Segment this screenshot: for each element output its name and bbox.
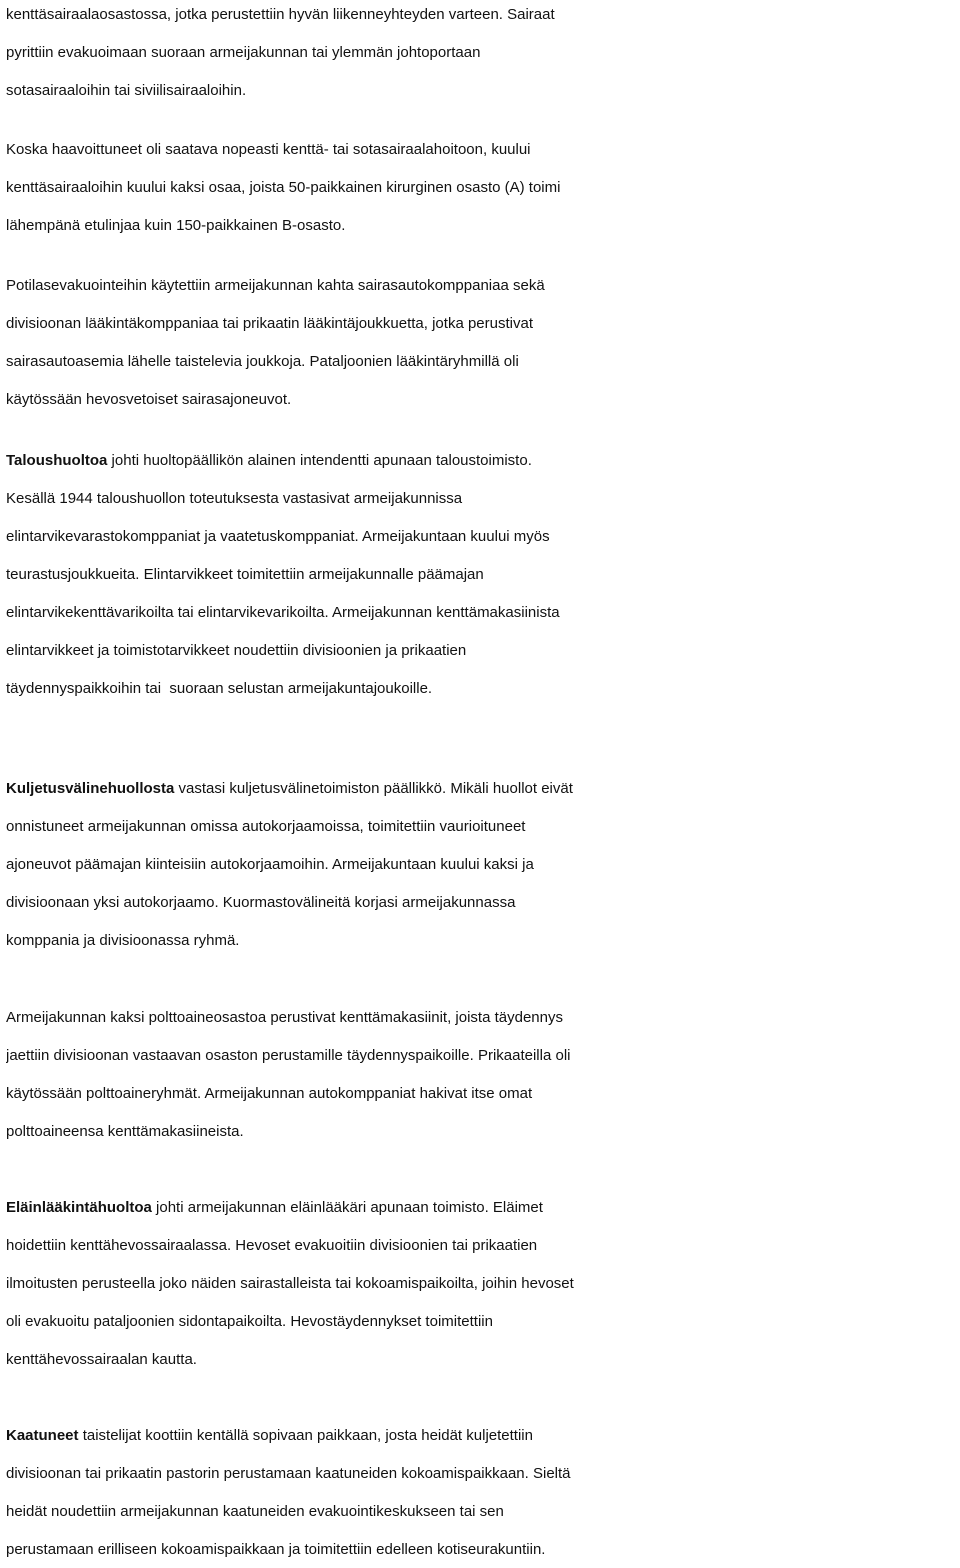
text-line: jaettiin divisioonan vastaavan osaston perustamille täydennyspaikoille. Prikaateilla oli bbox=[6, 1047, 571, 1064]
text-line: Koska haavoittuneet oli saatava nopeasti kenttä- tai sotasairaalahoitoon, kuului bbox=[6, 141, 531, 158]
text-line: polttoaineensa kenttämakasiineista. bbox=[6, 1123, 244, 1140]
paragraph-vehicle-maintenance bbox=[6, 770, 958, 960]
paragraph-field-hospitals bbox=[6, 131, 958, 245]
text-line: elintarvikekenttävarikoilta tai elintarvikevarikoilta. Armeijakunnan kenttämakasiinista bbox=[6, 604, 560, 621]
paragraph-patient-evacuation bbox=[6, 267, 958, 419]
text-line: elintarvikevarastokomppaniat ja vaatetuskomppaniat. Armeijakuntaan kuului myös bbox=[6, 528, 550, 545]
text-line: komppania ja divisioonassa ryhmä. bbox=[6, 932, 240, 949]
text-line: elintarvikkeet ja toimistotarvikkeet noudettiin divisioonien ja prikaatien bbox=[6, 642, 467, 659]
text-line: onnistuneet armeijakunnan omissa autokorjaamoissa, toimitettiin vaurioituneet bbox=[6, 818, 526, 835]
text-line: perustamaan erilliseen kokoamispaikkaan ja toimitettiin edelleen kotiseurakuntiin. bbox=[6, 1541, 546, 1558]
text-span: vastasi kuljetusvälinetoimiston päällikkö. Mikäli huollot eivät bbox=[174, 780, 573, 797]
section-keyword: Taloushuoltoa bbox=[6, 452, 108, 469]
text-line: oli evakuoitu pataljoonien sidontapaikoilta. Hevostäydennykset toimitettiin bbox=[6, 1313, 493, 1330]
text-line: sotasairaaloihin tai siviilisairaaloihin. bbox=[6, 82, 247, 99]
paragraph-fallen-soldiers bbox=[6, 1417, 958, 1568]
text-line: täydennyspaikkoihin tai suoraan selustan armeijakuntajoukoille. bbox=[6, 680, 433, 697]
paragraph-fuel-supply bbox=[6, 999, 958, 1151]
text-span: taistelijat koottiin kentällä sopivaan paikkaan, josta heidät kuljetettiin bbox=[78, 1427, 533, 1444]
paragraph-veterinary-care bbox=[6, 1189, 958, 1379]
text-line: divisioonan lääkintäkomppaniaa tai prikaatin lääkintäjoukkuetta, jotka perustivat bbox=[6, 315, 533, 332]
text-line: käytössään hevosvetoiset sairasajoneuvot. bbox=[6, 391, 292, 408]
text-span: johti armeijakunnan eläinlääkäri apunaan toimisto. Eläimet bbox=[151, 1199, 543, 1216]
text-line bbox=[6, 1189, 958, 1227]
section-keyword: Kaatuneet bbox=[6, 1427, 79, 1444]
text-line bbox=[6, 770, 958, 808]
text-line: divisioonaan yksi autokorjaamo. Kuormastovälineitä korjasi armeijakunnassa bbox=[6, 894, 516, 911]
text-line: Kesällä 1944 taloushuollon toteutuksesta vastasivat armeijakunnissa bbox=[6, 490, 463, 507]
text-line bbox=[6, 442, 958, 480]
text-span: johti huoltopäällikön alainen intendentti apunaan taloustoimisto. bbox=[107, 452, 532, 469]
text-line: sairasautoasemia lähelle taistelevia joukkoja. Pataljoonien lääkintäryhmillä oli bbox=[6, 353, 519, 370]
text-line: hoidettiin kenttähevossairaalassa. Hevoset evakuoitiin divisioonien tai prikaatien bbox=[6, 1237, 538, 1254]
text-line: teurastusjoukkueita. Elintarvikkeet toimitettiin armeijakunnalle päämajan bbox=[6, 566, 484, 583]
section-keyword: Eläinlääkintähuoltoa bbox=[6, 1199, 152, 1216]
text-line: kenttäsairaaloihin kuului kaksi osaa, joista 50-paikkainen kirurginen osasto (A) toimi bbox=[6, 179, 561, 196]
text-line: Potilasevakuointeihin käytettiin armeijakunnan kahta sairasautokomppaniaa sekä bbox=[6, 277, 545, 294]
paragraph-evacuation-hospitals bbox=[6, 0, 958, 110]
paragraph-economic-supply bbox=[6, 442, 958, 708]
text-line: kenttäsairaalaosastossa, jotka perustettiin hyvän liikenneyhteyden varteen. Sairaat bbox=[6, 6, 555, 23]
text-line: heidät noudettiin armeijakunnan kaatuneiden evakuointikeskukseen tai sen bbox=[6, 1503, 504, 1520]
text-line: ajoneuvot päämajan kiinteisiin autokorjaamoihin. Armeijakuntaan kuului kaksi ja bbox=[6, 856, 534, 873]
text-line: käytössään polttoaineryhmät. Armeijakunnan autokomppaniat hakivat itse omat bbox=[6, 1085, 533, 1102]
text-line: lähempänä etulinjaa kuin 150-paikkainen B-osasto. bbox=[6, 217, 346, 234]
text-line: pyrittiin evakuoimaan suoraan armeijakunnan tai ylemmän johtoportaan bbox=[6, 44, 481, 61]
text-line bbox=[6, 1417, 958, 1455]
text-line: ilmoitusten perusteella joko näiden sairastalleista tai kokoamispaikoilta, joihin hevoset bbox=[6, 1275, 574, 1292]
text-line: Armeijakunnan kaksi polttoaineosastoa perustivat kenttämakasiinit, joista täydennys bbox=[6, 1009, 563, 1026]
text-line: divisioonan tai prikaatin pastorin perustamaan kaatuneiden kokoamispaikkaan. Sieltä bbox=[6, 1465, 571, 1482]
text-line: kenttähevossairaalan kautta. bbox=[6, 1351, 197, 1368]
section-keyword: Kuljetusvälinehuollosta bbox=[6, 780, 175, 797]
